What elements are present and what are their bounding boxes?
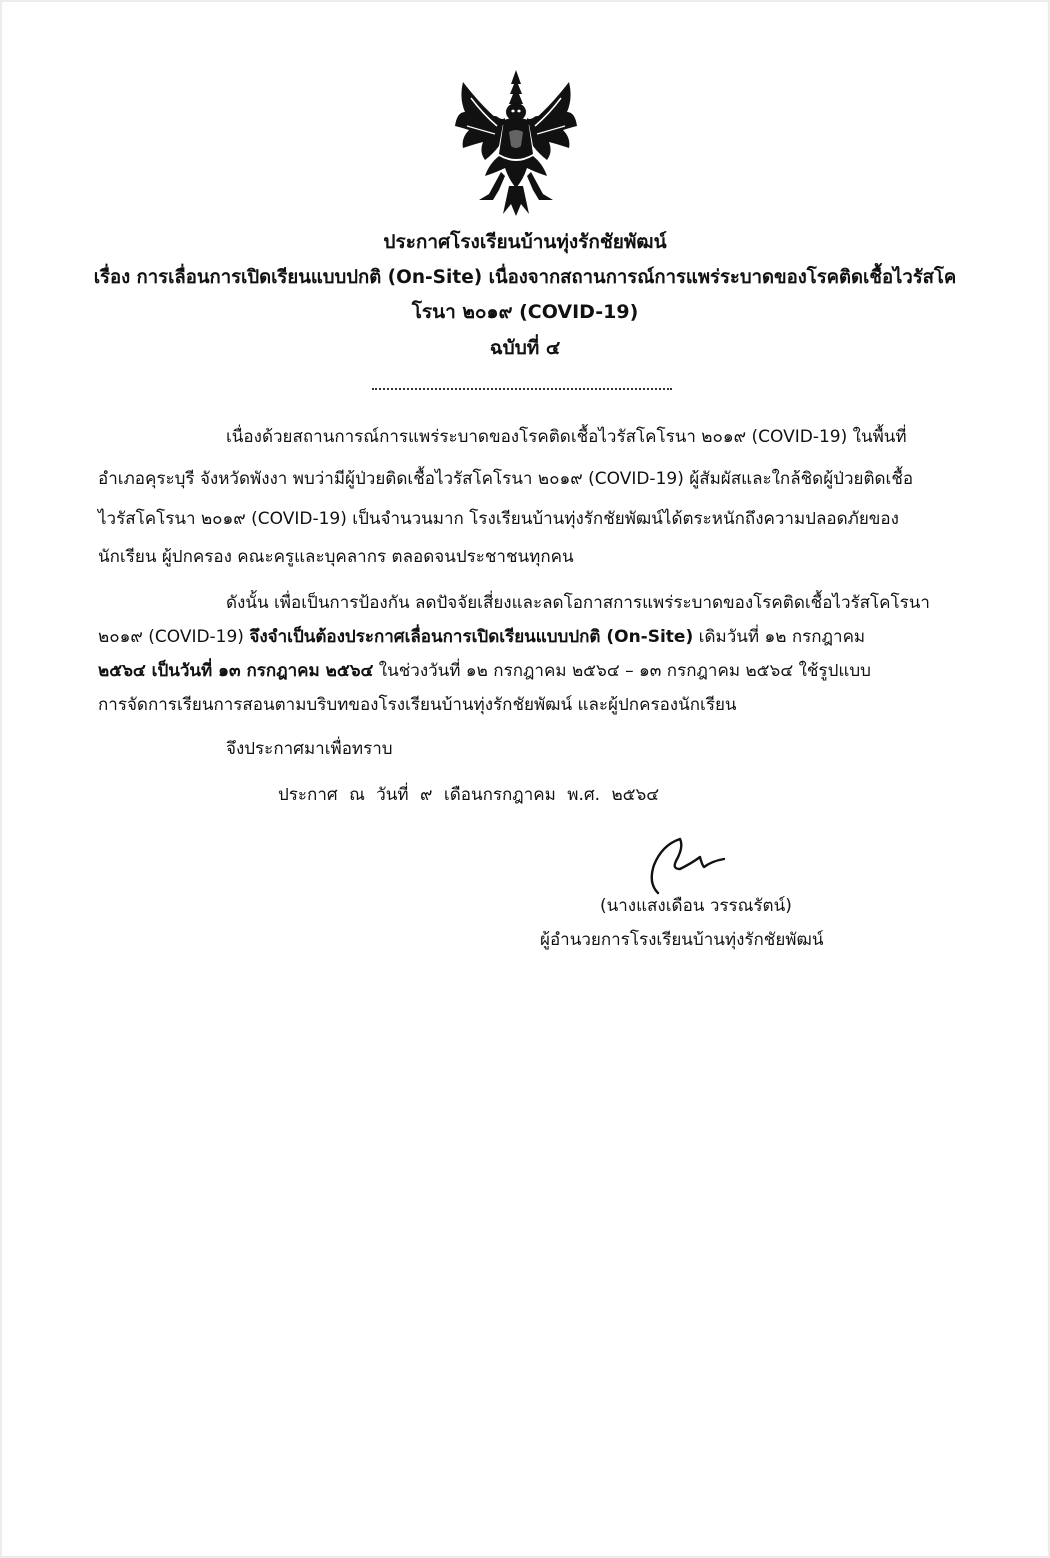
- signer-position: ผู้อำนวยการโรงเรียนบ้านทุ่งรักชัยพัฒน์: [540, 930, 824, 950]
- paragraph-2-line-4: การจัดการเรียนการสอนตามบริบทของโรงเรียนบ้านทุ่งรักชัยพัฒน์ และผู้ปกครองนักเรียน: [98, 695, 737, 715]
- handwritten-signature: [640, 825, 750, 897]
- paragraph-1-line-4: นักเรียน ผู้ปกครอง คณะครูและบุคลากร ตลอดจนประชาชนทุกคน: [98, 547, 574, 567]
- p2-line3-post: ในช่วงวันที่ ๑๒ กรกฎาคม ๒๕๖๔ – ๑๓ กรกฎาคม ๒๕๖๔ ใช้รูปแบบ: [373, 661, 871, 681]
- p2-line3-bold: ๒๕๖๔ เป็นวันที่ ๑๓ กรกฎาคม ๒๕๖๔: [98, 661, 374, 681]
- signer-name: (นางแสงเดือน วรรณรัตน์): [600, 896, 792, 916]
- paragraph-2-line-2: [98, 624, 865, 650]
- p2-line2-bold: จึงจำเป็นต้องประกาศเลื่อนการเปิดเรียนแบบปกติ (On-Site): [249, 627, 694, 647]
- p2-line2-pre: ๒๐๑๙ (COVID-19): [98, 627, 250, 647]
- garuda-emblem-icon: [449, 68, 583, 218]
- paragraph-1-line-2: อำเภอคุระบุรี จังหวัดพังงา พบว่ามีผู้ป่วยติดเชื้อไวรัสโคโรนา ๒๐๑๙ (COVID-19) ผู้สัมผัสและใกล้ชิดผู้ป่วยติดเชื้อ: [98, 469, 914, 489]
- issue-number: ฉบับที่ ๔: [489, 337, 561, 359]
- dotted-divider: [372, 386, 672, 390]
- announcement-subject: เรื่อง การเลื่อนการเปิดเรียนแบบปกติ (On-Site) เนื่องจากสถานการณ์การแพร่ระบาดของโรคติดเชื้อไวรัสโค: [93, 267, 957, 288]
- announcement-date: ประกาศ ณ วันที่ ๙ เดือนกรกฎาคม พ.ศ. ๒๕๖๔: [278, 785, 660, 805]
- paragraph-2-line-1: ดังนั้น เพื่อเป็นการป้องกัน ลดปัจจัยเสี่ยงและลดโอกาสการแพร่ระบาดของโรคติดเชื้อไวรัสโคโรนา: [226, 593, 930, 613]
- announcement-title: ประกาศโรงเรียนบ้านทุ่งรักชัยพัฒน์: [383, 231, 667, 253]
- paragraph-2-line-3: [98, 658, 871, 684]
- paragraph-1-line-3: ไวรัสโคโรนา ๒๐๑๙ (COVID-19) เป็นจำนวนมาก โรงเรียนบ้านทุ่งรักชัยพัฒน์ได้ตระหนักถึงความปลอดภัยของ: [98, 509, 899, 529]
- announcement-subject-continued: โรนา ๒๐๑๙ (COVID-19): [411, 301, 639, 323]
- paragraph-1-line-1: เนื่องด้วยสถานการณ์การแพร่ระบาดของโรคติดเชื้อไวรัสโคโรนา ๒๐๑๙ (COVID-19) ในพื้นที่: [226, 427, 907, 447]
- p2-line2-post: เดิมวันที่ ๑๒ กรกฎาคม: [693, 627, 866, 647]
- closing-statement: จึงประกาศมาเพื่อทราบ: [226, 739, 393, 759]
